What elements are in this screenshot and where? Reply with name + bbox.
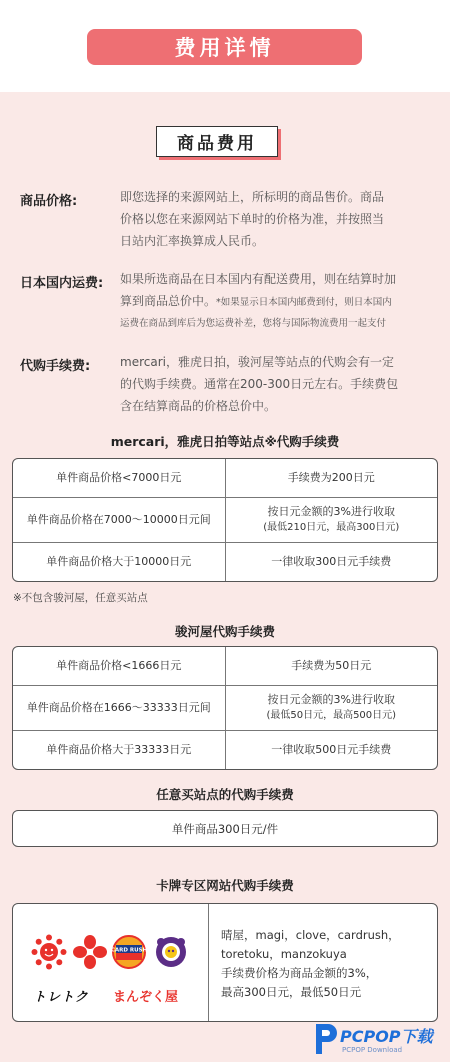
row-text-service-fee bbox=[120, 351, 438, 417]
table-row bbox=[13, 497, 437, 542]
row-text-price bbox=[120, 186, 438, 252]
text-line: mercari，雅虎日拍，骏河屋等站点的代购会有一定 bbox=[120, 355, 394, 369]
manzokuya-logo: まんぞく屋 bbox=[113, 990, 179, 1005]
header bbox=[0, 0, 450, 92]
table-cell bbox=[226, 498, 438, 542]
card-fee-text bbox=[221, 926, 431, 1002]
table-cell: 单件商品价格<1666日元 bbox=[13, 647, 226, 685]
text-line: 即您选择的来源网站上，所标明的商品售价。商品 bbox=[120, 190, 385, 204]
table1-note: ※不包含骏河屋，任意买站点 bbox=[13, 592, 148, 604]
cardrush-logo-icon bbox=[111, 934, 147, 970]
magi-flower-logo-icon bbox=[73, 934, 107, 970]
table-cell: 单件商品价格大于10000日元 bbox=[13, 543, 226, 581]
cell-subline: (最低50日元，最高500日元) bbox=[266, 710, 397, 721]
text-line: 手续费价格为商品金额的3%， bbox=[221, 966, 378, 980]
row-label-price: 商品价格: bbox=[20, 194, 78, 209]
row-label-domestic-shipping: 日本国内运费: bbox=[20, 276, 104, 291]
text-line: 如果所选商品在日本国内有配送费用，则在结算时加 bbox=[120, 272, 397, 286]
row-text-domestic-shipping bbox=[120, 268, 438, 334]
card-site-fee-box bbox=[12, 903, 438, 1022]
card-rush-logo-text: CARD RUSH bbox=[111, 947, 147, 954]
text-line: 最高300日元，最低50日元 bbox=[221, 985, 362, 999]
table-row bbox=[13, 647, 437, 685]
section-title: 商品费用 bbox=[156, 126, 278, 157]
table1-title: mercari，雅虎日拍等站点※代购手续费 bbox=[110, 434, 340, 449]
cell-subline: (最低210日元，最高300日元) bbox=[263, 522, 400, 533]
table-cell: 单件商品价格大于33333日元 bbox=[13, 731, 226, 769]
table-cell: 手续费为50日元 bbox=[291, 659, 372, 672]
watermark-brand: PCPOP下载 bbox=[340, 1027, 433, 1046]
text-line-small: 运费在商品到库后为您运费补差，您将与国际物流费用一起支付 bbox=[120, 318, 387, 329]
text-line: 日站内汇率换算成人民币。 bbox=[120, 234, 265, 248]
table-cell: 一律收取500日元手续费 bbox=[271, 743, 392, 756]
pcpop-logo-icon bbox=[312, 1022, 338, 1056]
table-row bbox=[13, 542, 437, 581]
header-title: 费用详情 bbox=[87, 29, 362, 65]
cell-line: 按日元金额的3%进行收取 bbox=[267, 505, 395, 518]
table-cell: 单件商品价格<7000日元 bbox=[13, 459, 226, 497]
card-title: 卡牌专区网站代购手续费 bbox=[156, 878, 294, 893]
table2-title: 骏河屋代购手续费 bbox=[174, 624, 275, 639]
clove-logo-icon bbox=[153, 934, 189, 970]
anybuy-fee-box: 单件商品300日元/件 bbox=[12, 810, 438, 847]
text-line: 晴屋，magi，clove，cardrush， bbox=[221, 928, 400, 942]
table-cell: 单件商品价格在7000～10000日元间 bbox=[13, 498, 226, 542]
mercari-fee-table bbox=[12, 458, 438, 582]
table-cell: 手续费为200日元 bbox=[287, 471, 375, 484]
text-line: 含在结算商品的价格总价中。 bbox=[120, 399, 277, 413]
table-row bbox=[13, 730, 437, 769]
pcpop-watermark bbox=[308, 1020, 450, 1062]
surugaya-fee-table bbox=[12, 646, 438, 770]
hareruya-sun-logo-icon bbox=[31, 934, 67, 970]
row-label-service-fee: 代购手续费: bbox=[20, 359, 91, 374]
table-cell: 单件商品价格在1666～33333日元间 bbox=[13, 686, 226, 730]
text-line: 价格以您在来源网站下单时的价格为准，并按照当 bbox=[120, 212, 385, 226]
cell-line: 按日元金额的3%进行收取 bbox=[267, 693, 395, 706]
text-line: 算到商品总价中。*如果显示日本国内邮费到付，则日本国内 bbox=[120, 294, 392, 308]
table-cell: 一律收取300日元手续费 bbox=[271, 555, 392, 568]
torotoku-logo: トレトク bbox=[33, 990, 89, 1005]
text-line: toretoku，manzokuya bbox=[221, 947, 347, 961]
table3-title: 任意买站点的代购手续费 bbox=[156, 787, 294, 802]
watermark-sub: PCPOP Download bbox=[342, 1046, 403, 1054]
table-cell bbox=[226, 686, 438, 730]
text-line: 的代购手续费。通常在200-300日元左右。手续费包 bbox=[120, 377, 399, 391]
table-row bbox=[13, 459, 437, 497]
table-row bbox=[13, 685, 437, 730]
card-divider bbox=[208, 904, 209, 1021]
